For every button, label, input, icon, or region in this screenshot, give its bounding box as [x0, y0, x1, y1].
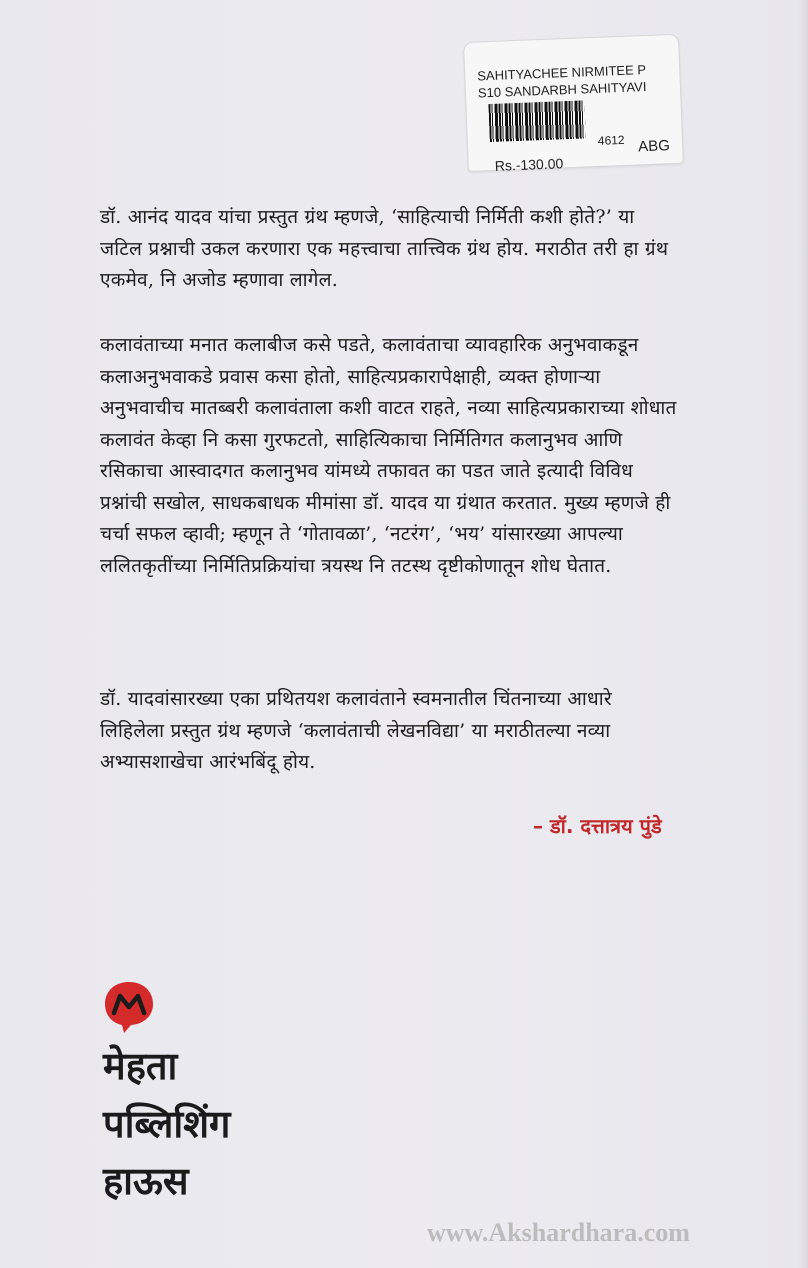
sticker-subtitle-line: S10 SANDARBH SAHITYAVI [477, 78, 647, 101]
mehta-logo-icon [101, 979, 157, 1035]
sticker-price: Rs.-130.00 [494, 155, 564, 174]
price-sticker [463, 34, 684, 172]
blurb-paragraph-2: कलावंताच्या मनात कलाबीज कसे पडते, कलावंताचा व्यावहारिक अनुभवाकडून कलाअनुभवाकडे प्रवास कसा होतो, साहित्यप्रकारापेक्षाही, व्यक्त होणाऱ्या अनुभवाचीच मातब्बरी कलावंताला कशी वाटत राहते, नव्या साहित्यप्रकाराच्या शोधात कलावंत केव्हा नि कसा गुरफटतो, साहित्यिकाचा निर्मितिगत कलानुभव आणि रसिकाचा आस्वादगत कलानुभव यांमध्ये तफावत का पडत जाते इत्यादी विविध प्रश्नांची सखोल, साधकबाधक मीमांसा डॉ. यादव या ग्रंथात करतात. मुख्य म्हणजे ही चर्चा सफल व्हावी; म्हणून ते ‘गोतावळा’, ‘नटरंग’, ‘भय’ यांसारख्या आपल्या ललितकृतींच्या निर्मितिप्रक्रियांचा त्रयस्थ नि तटस्थ दृष्टीकोणातून शोध घेतात. [100, 334, 677, 577]
blurb-paragraph-1: डॉ. आनंद यादव यांचा प्रस्तुत ग्रंथ म्हणजे, ‘साहित्याची निर्मिती कशी होते?’ या जटिल प्रश्नाची उकल करणारा एक महत्त्वाचा तात्त्विक ग्रंथ होय. मराठीत तरी हा ग्रंथ एकमेव, नि अजोड म्हणावा लागेल. [100, 206, 669, 291]
sticker-label: ABG [637, 137, 671, 156]
publisher-name-line-2: पब्लिशिंग [103, 1102, 231, 1146]
blurb-attribution: – डॉ. दत्तात्रय पुंडे [533, 814, 662, 838]
barcode-icon [488, 100, 585, 142]
cover-edge-shadow [798, 0, 808, 1268]
publisher-name-line-1: मेहता [103, 1044, 178, 1088]
website-watermark: www.Akshardhara.com [427, 1218, 690, 1247]
publisher-name-line-3: हाऊस [103, 1159, 189, 1203]
sticker-code: 4612 [597, 132, 625, 148]
sticker-title-line: SAHITYACHEE NIRMITEE P [477, 62, 647, 84]
blurb-paragraph-3: डॉ. यादवांसारख्या एका प्रथितयश कलावंताने स्वमनातील चिंतनाच्या आधारे लिहिलेला प्रस्तुत ग्रंथ म्हणजे ‘कलावंताची लेखनविद्या’ या मराठीतल्या नव्या अभ्यासशाखेचा आरंभबिंदू होय. [100, 688, 612, 773]
